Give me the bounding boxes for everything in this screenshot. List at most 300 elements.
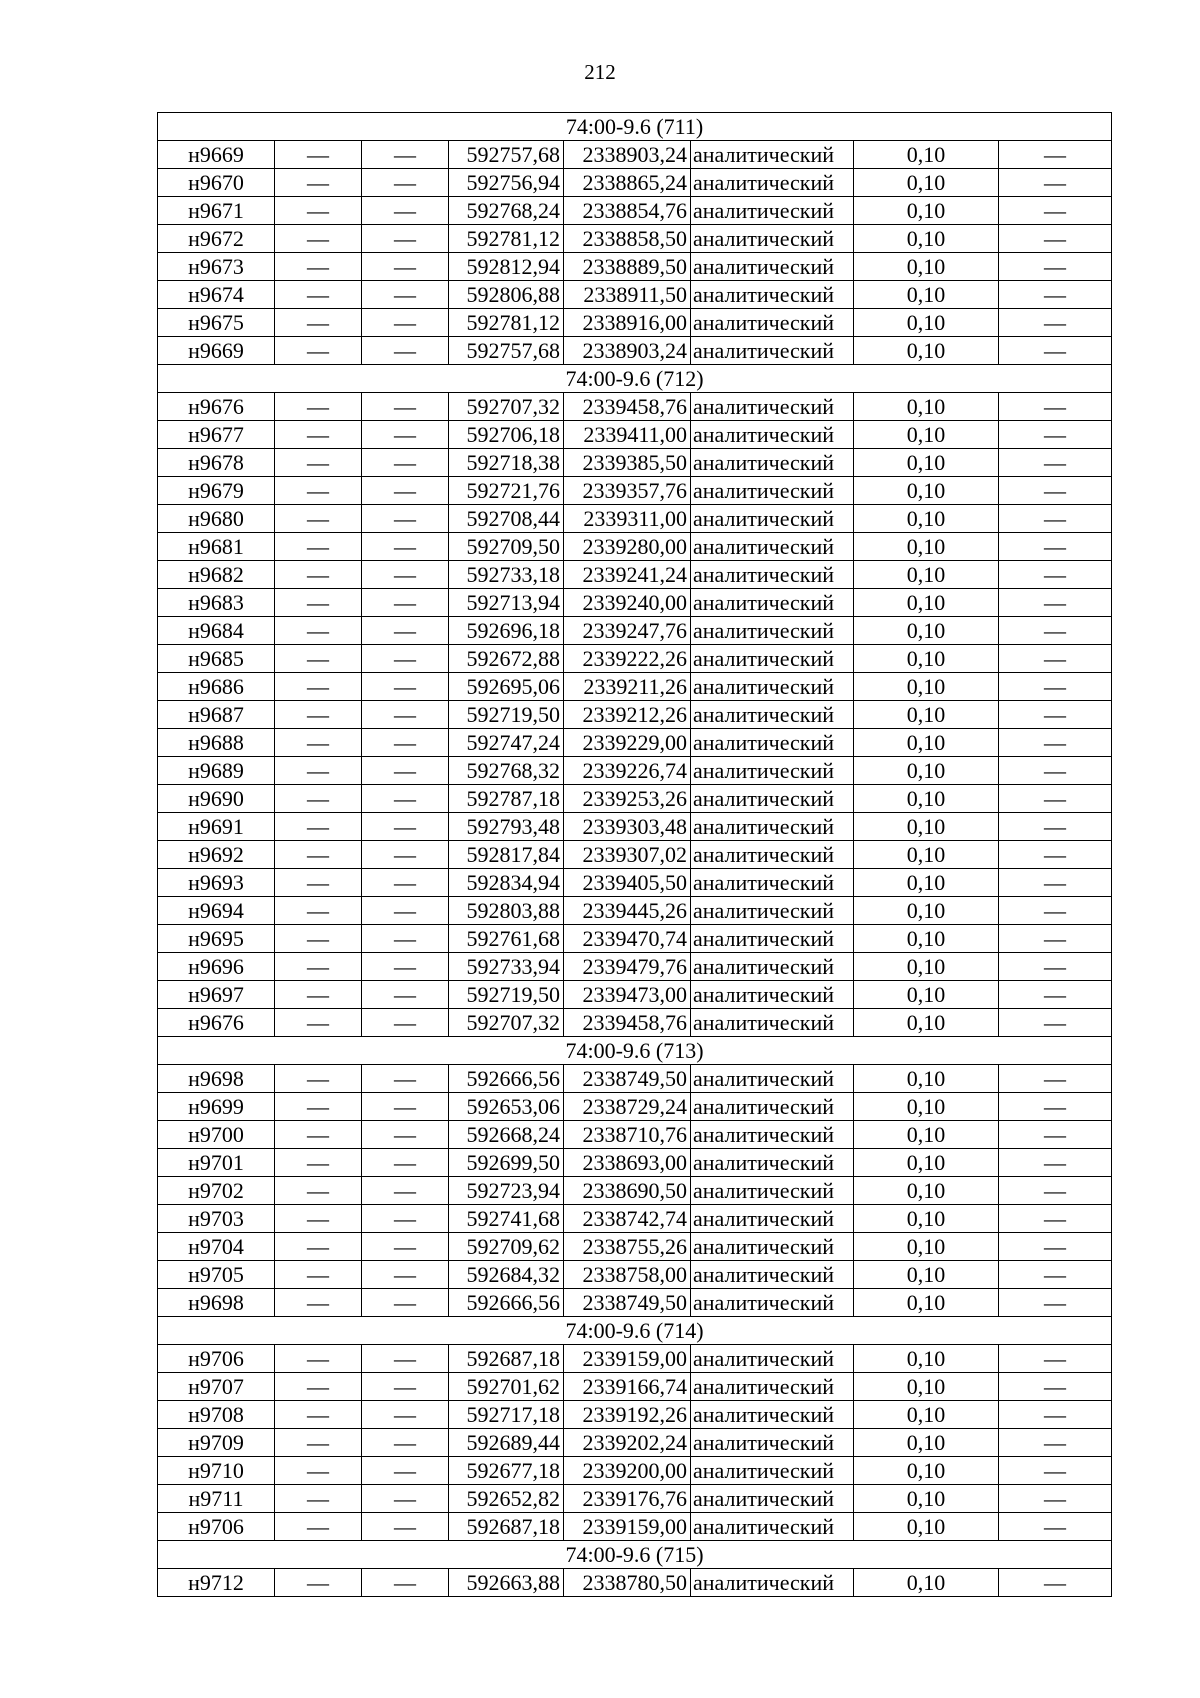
dash-cell: — [362, 1149, 449, 1177]
x-coordinate-cell: 592787,18 [449, 785, 564, 813]
dash-cell: — [999, 1401, 1112, 1429]
dash-cell: — [275, 561, 362, 589]
table-row [158, 253, 1112, 281]
section-title: 74:00-9.6 (713) [158, 1037, 1112, 1065]
point-id-cell: н9671 [158, 197, 275, 225]
accuracy-cell: 0,10 [854, 813, 999, 841]
point-id-cell: н9690 [158, 785, 275, 813]
point-id-cell: н9674 [158, 281, 275, 309]
dash-cell: — [999, 757, 1112, 785]
method-cell: аналитический [691, 281, 854, 309]
dash-cell: — [275, 1401, 362, 1429]
dash-cell: — [999, 1373, 1112, 1401]
point-id-cell: н9706 [158, 1345, 275, 1373]
x-coordinate-cell: 592812,94 [449, 253, 564, 281]
x-coordinate-cell: 592666,56 [449, 1065, 564, 1093]
method-cell: аналитический [691, 813, 854, 841]
table-row [158, 1457, 1112, 1485]
method-cell: аналитический [691, 1485, 854, 1513]
method-cell: аналитический [691, 589, 854, 617]
x-coordinate-cell: 592721,76 [449, 477, 564, 505]
accuracy-cell: 0,10 [854, 953, 999, 981]
table-row [158, 757, 1112, 785]
dash-cell: — [362, 141, 449, 169]
table-row [158, 1009, 1112, 1037]
dash-cell: — [362, 505, 449, 533]
y-coordinate-cell: 2338749,50 [564, 1065, 691, 1093]
x-coordinate-cell: 592723,94 [449, 1177, 564, 1205]
dash-cell: — [362, 841, 449, 869]
accuracy-cell: 0,10 [854, 337, 999, 365]
dash-cell: — [999, 1261, 1112, 1289]
dash-cell: — [999, 141, 1112, 169]
x-coordinate-cell: 592709,50 [449, 533, 564, 561]
x-coordinate-cell: 592695,06 [449, 673, 564, 701]
point-id-cell: н9691 [158, 813, 275, 841]
table-row [158, 561, 1112, 589]
dash-cell: — [275, 617, 362, 645]
y-coordinate-cell: 2339458,76 [564, 393, 691, 421]
point-id-cell: н9692 [158, 841, 275, 869]
method-cell: аналитический [691, 1457, 854, 1485]
dash-cell: — [362, 561, 449, 589]
y-coordinate-cell: 2338729,24 [564, 1093, 691, 1121]
table-row [158, 981, 1112, 1009]
dash-cell: — [999, 1569, 1112, 1597]
dash-cell: — [275, 1233, 362, 1261]
point-id-cell: н9694 [158, 897, 275, 925]
dash-cell: — [275, 1485, 362, 1513]
dash-cell: — [999, 953, 1112, 981]
table-row [158, 1429, 1112, 1457]
section-header-row [158, 365, 1112, 393]
y-coordinate-cell: 2338916,00 [564, 309, 691, 337]
point-id-cell: н9684 [158, 617, 275, 645]
point-id-cell: н9689 [158, 757, 275, 785]
section-header-row [158, 1317, 1112, 1345]
dash-cell: — [362, 981, 449, 1009]
dash-cell: — [275, 1289, 362, 1317]
dash-cell: — [275, 393, 362, 421]
dash-cell: — [275, 729, 362, 757]
accuracy-cell: 0,10 [854, 1149, 999, 1177]
dash-cell: — [362, 1485, 449, 1513]
accuracy-cell: 0,10 [854, 449, 999, 477]
dash-cell: — [275, 1205, 362, 1233]
y-coordinate-cell: 2339212,26 [564, 701, 691, 729]
dash-cell: — [362, 729, 449, 757]
y-coordinate-cell: 2338903,24 [564, 141, 691, 169]
dash-cell: — [362, 813, 449, 841]
x-coordinate-cell: 592668,24 [449, 1121, 564, 1149]
dash-cell: — [362, 1261, 449, 1289]
accuracy-cell: 0,10 [854, 645, 999, 673]
method-cell: аналитический [691, 309, 854, 337]
dash-cell: — [362, 197, 449, 225]
table-row [158, 1289, 1112, 1317]
y-coordinate-cell: 2339226,74 [564, 757, 691, 785]
dash-cell: — [275, 533, 362, 561]
dash-cell: — [999, 1233, 1112, 1261]
table-row [158, 673, 1112, 701]
dash-cell: — [999, 897, 1112, 925]
x-coordinate-cell: 592677,18 [449, 1457, 564, 1485]
y-coordinate-cell: 2339470,74 [564, 925, 691, 953]
dash-cell: — [999, 589, 1112, 617]
dash-cell: — [275, 225, 362, 253]
method-cell: аналитический [691, 1009, 854, 1037]
table-row [158, 337, 1112, 365]
point-id-cell: н9685 [158, 645, 275, 673]
method-cell: аналитический [691, 533, 854, 561]
dash-cell: — [999, 617, 1112, 645]
point-id-cell: н9696 [158, 953, 275, 981]
dash-cell: — [999, 869, 1112, 897]
accuracy-cell: 0,10 [854, 701, 999, 729]
point-id-cell: н9702 [158, 1177, 275, 1205]
point-id-cell: н9679 [158, 477, 275, 505]
x-coordinate-cell: 592708,44 [449, 505, 564, 533]
table-row [158, 281, 1112, 309]
table-row [158, 533, 1112, 561]
table-row [158, 1401, 1112, 1429]
section-title: 74:00-9.6 (712) [158, 365, 1112, 393]
x-coordinate-cell: 592768,32 [449, 757, 564, 785]
point-id-cell: н9695 [158, 925, 275, 953]
method-cell: аналитический [691, 421, 854, 449]
dash-cell: — [275, 1429, 362, 1457]
point-id-cell: н9707 [158, 1373, 275, 1401]
dash-cell: — [275, 897, 362, 925]
dash-cell: — [275, 1009, 362, 1037]
point-id-cell: н9698 [158, 1289, 275, 1317]
accuracy-cell: 0,10 [854, 1373, 999, 1401]
dash-cell: — [275, 645, 362, 673]
accuracy-cell: 0,10 [854, 617, 999, 645]
accuracy-cell: 0,10 [854, 1177, 999, 1205]
dash-cell: — [275, 673, 362, 701]
point-id-cell: н9678 [158, 449, 275, 477]
point-id-cell: н9710 [158, 1457, 275, 1485]
y-coordinate-cell: 2338755,26 [564, 1233, 691, 1261]
dash-cell: — [999, 785, 1112, 813]
dash-cell: — [999, 1485, 1112, 1513]
dash-cell: — [275, 421, 362, 449]
dash-cell: — [362, 1373, 449, 1401]
y-coordinate-cell: 2339303,48 [564, 813, 691, 841]
point-id-cell: н9686 [158, 673, 275, 701]
dash-cell: — [362, 477, 449, 505]
dash-cell: — [275, 337, 362, 365]
dash-cell: — [362, 533, 449, 561]
dash-cell: — [275, 477, 362, 505]
dash-cell: — [362, 1429, 449, 1457]
x-coordinate-cell: 592717,18 [449, 1401, 564, 1429]
accuracy-cell: 0,10 [854, 253, 999, 281]
dash-cell: — [999, 1177, 1112, 1205]
dash-cell: — [275, 1345, 362, 1373]
dash-cell: — [999, 337, 1112, 365]
method-cell: аналитический [691, 561, 854, 589]
y-coordinate-cell: 2338903,24 [564, 337, 691, 365]
x-coordinate-cell: 592747,24 [449, 729, 564, 757]
dash-cell: — [275, 253, 362, 281]
y-coordinate-cell: 2338780,50 [564, 1569, 691, 1597]
method-cell: аналитический [691, 785, 854, 813]
point-id-cell: н9697 [158, 981, 275, 1009]
table-row [158, 1485, 1112, 1513]
dash-cell: — [275, 1121, 362, 1149]
x-coordinate-cell: 592701,62 [449, 1373, 564, 1401]
table-row [158, 785, 1112, 813]
accuracy-cell: 0,10 [854, 1429, 999, 1457]
y-coordinate-cell: 2339445,26 [564, 897, 691, 925]
dash-cell: — [362, 393, 449, 421]
y-coordinate-cell: 2339411,00 [564, 421, 691, 449]
dash-cell: — [999, 645, 1112, 673]
table-row [158, 813, 1112, 841]
table-row [158, 1177, 1112, 1205]
dash-cell: — [999, 393, 1112, 421]
table-row [158, 1121, 1112, 1149]
y-coordinate-cell: 2339280,00 [564, 533, 691, 561]
y-coordinate-cell: 2339253,26 [564, 785, 691, 813]
dash-cell: — [275, 141, 362, 169]
dash-cell: — [275, 169, 362, 197]
dash-cell: — [362, 757, 449, 785]
accuracy-cell: 0,10 [854, 1401, 999, 1429]
dash-cell: — [999, 1205, 1112, 1233]
accuracy-cell: 0,10 [854, 1513, 999, 1541]
y-coordinate-cell: 2338865,24 [564, 169, 691, 197]
method-cell: аналитический [691, 449, 854, 477]
method-cell: аналитический [691, 1373, 854, 1401]
method-cell: аналитический [691, 141, 854, 169]
point-id-cell: н9701 [158, 1149, 275, 1177]
y-coordinate-cell: 2338911,50 [564, 281, 691, 309]
accuracy-cell: 0,10 [854, 785, 999, 813]
dash-cell: — [999, 281, 1112, 309]
method-cell: аналитический [691, 617, 854, 645]
method-cell: аналитический [691, 701, 854, 729]
dash-cell: — [999, 421, 1112, 449]
dash-cell: — [362, 701, 449, 729]
x-coordinate-cell: 592666,56 [449, 1289, 564, 1317]
y-coordinate-cell: 2338854,76 [564, 197, 691, 225]
point-id-cell: н9680 [158, 505, 275, 533]
x-coordinate-cell: 592761,68 [449, 925, 564, 953]
method-cell: аналитический [691, 1261, 854, 1289]
dash-cell: — [999, 673, 1112, 701]
table-row [158, 393, 1112, 421]
section-header-row [158, 1541, 1112, 1569]
accuracy-cell: 0,10 [854, 477, 999, 505]
table-row [158, 925, 1112, 953]
dash-cell: — [999, 701, 1112, 729]
table-row [158, 477, 1112, 505]
x-coordinate-cell: 592756,94 [449, 169, 564, 197]
dash-cell: — [275, 841, 362, 869]
y-coordinate-cell: 2339385,50 [564, 449, 691, 477]
method-cell: аналитический [691, 1121, 854, 1149]
table-row [158, 841, 1112, 869]
x-coordinate-cell: 592696,18 [449, 617, 564, 645]
dash-cell: — [275, 309, 362, 337]
y-coordinate-cell: 2339211,26 [564, 673, 691, 701]
dash-cell: — [362, 1093, 449, 1121]
point-id-cell: н9706 [158, 1513, 275, 1541]
y-coordinate-cell: 2339159,00 [564, 1345, 691, 1373]
x-coordinate-cell: 592768,24 [449, 197, 564, 225]
x-coordinate-cell: 592719,50 [449, 701, 564, 729]
dash-cell: — [362, 421, 449, 449]
method-cell: аналитический [691, 337, 854, 365]
point-id-cell: н9672 [158, 225, 275, 253]
method-cell: аналитический [691, 897, 854, 925]
dash-cell: — [275, 1149, 362, 1177]
dash-cell: — [362, 1345, 449, 1373]
table-row [158, 617, 1112, 645]
method-cell: аналитический [691, 1569, 854, 1597]
table-row [158, 197, 1112, 225]
table-row [158, 421, 1112, 449]
dash-cell: — [999, 841, 1112, 869]
method-cell: аналитический [691, 1205, 854, 1233]
x-coordinate-cell: 592687,18 [449, 1513, 564, 1541]
dash-cell: — [362, 953, 449, 981]
table-row [158, 1513, 1112, 1541]
y-coordinate-cell: 2339222,26 [564, 645, 691, 673]
accuracy-cell: 0,10 [854, 281, 999, 309]
table-row [158, 505, 1112, 533]
dash-cell: — [362, 1233, 449, 1261]
accuracy-cell: 0,10 [854, 393, 999, 421]
y-coordinate-cell: 2339240,00 [564, 589, 691, 617]
point-id-cell: н9687 [158, 701, 275, 729]
dash-cell: — [999, 169, 1112, 197]
accuracy-cell: 0,10 [854, 673, 999, 701]
x-coordinate-cell: 592652,82 [449, 1485, 564, 1513]
accuracy-cell: 0,10 [854, 533, 999, 561]
dash-cell: — [275, 1373, 362, 1401]
method-cell: аналитический [691, 841, 854, 869]
dash-cell: — [999, 309, 1112, 337]
accuracy-cell: 0,10 [854, 1205, 999, 1233]
dash-cell: — [999, 1093, 1112, 1121]
dash-cell: — [362, 169, 449, 197]
point-id-cell: н9698 [158, 1065, 275, 1093]
dash-cell: — [275, 1065, 362, 1093]
dash-cell: — [362, 869, 449, 897]
accuracy-cell: 0,10 [854, 1093, 999, 1121]
dash-cell: — [999, 561, 1112, 589]
x-coordinate-cell: 592706,18 [449, 421, 564, 449]
point-id-cell: н9675 [158, 309, 275, 337]
dash-cell: — [999, 1009, 1112, 1037]
section-header-row [158, 1037, 1112, 1065]
y-coordinate-cell: 2339479,76 [564, 953, 691, 981]
dash-cell: — [362, 1457, 449, 1485]
point-id-cell: н9711 [158, 1485, 275, 1513]
accuracy-cell: 0,10 [854, 225, 999, 253]
dash-cell: — [362, 785, 449, 813]
dash-cell: — [999, 1121, 1112, 1149]
table-row [158, 1569, 1112, 1597]
accuracy-cell: 0,10 [854, 1261, 999, 1289]
dash-cell: — [362, 673, 449, 701]
table-row [158, 169, 1112, 197]
point-id-cell: н9682 [158, 561, 275, 589]
table-row [158, 953, 1112, 981]
dash-cell: — [999, 533, 1112, 561]
x-coordinate-cell: 592834,94 [449, 869, 564, 897]
dash-cell: — [275, 1261, 362, 1289]
x-coordinate-cell: 592699,50 [449, 1149, 564, 1177]
method-cell: аналитический [691, 253, 854, 281]
method-cell: аналитический [691, 925, 854, 953]
point-id-cell: н9670 [158, 169, 275, 197]
dash-cell: — [362, 1205, 449, 1233]
accuracy-cell: 0,10 [854, 981, 999, 1009]
table-row [158, 1233, 1112, 1261]
dash-cell: — [999, 477, 1112, 505]
x-coordinate-cell: 592781,12 [449, 225, 564, 253]
point-id-cell: н9693 [158, 869, 275, 897]
dash-cell: — [362, 1401, 449, 1429]
table-row [158, 1065, 1112, 1093]
point-id-cell: н9681 [158, 533, 275, 561]
x-coordinate-cell: 592757,68 [449, 141, 564, 169]
dash-cell: — [999, 505, 1112, 533]
point-id-cell: н9708 [158, 1401, 275, 1429]
dash-cell: — [275, 757, 362, 785]
dash-cell: — [275, 197, 362, 225]
dash-cell: — [275, 1177, 362, 1205]
y-coordinate-cell: 2339192,26 [564, 1401, 691, 1429]
dash-cell: — [999, 1429, 1112, 1457]
method-cell: аналитический [691, 729, 854, 757]
dash-cell: — [999, 981, 1112, 1009]
y-coordinate-cell: 2339202,24 [564, 1429, 691, 1457]
x-coordinate-cell: 592719,50 [449, 981, 564, 1009]
point-id-cell: н9700 [158, 1121, 275, 1149]
x-coordinate-cell: 592687,18 [449, 1345, 564, 1373]
point-id-cell: н9676 [158, 393, 275, 421]
dash-cell: — [999, 813, 1112, 841]
table-row [158, 1093, 1112, 1121]
method-cell: аналитический [691, 1513, 854, 1541]
table-row [158, 897, 1112, 925]
accuracy-cell: 0,10 [854, 141, 999, 169]
y-coordinate-cell: 2339247,76 [564, 617, 691, 645]
accuracy-cell: 0,10 [854, 757, 999, 785]
point-id-cell: н9669 [158, 337, 275, 365]
x-coordinate-cell: 592733,18 [449, 561, 564, 589]
dash-cell: — [275, 449, 362, 477]
dash-cell: — [999, 1065, 1112, 1093]
dash-cell: — [999, 1513, 1112, 1541]
x-coordinate-cell: 592817,84 [449, 841, 564, 869]
accuracy-cell: 0,10 [854, 925, 999, 953]
accuracy-cell: 0,10 [854, 169, 999, 197]
y-coordinate-cell: 2339200,00 [564, 1457, 691, 1485]
method-cell: аналитический [691, 393, 854, 421]
dash-cell: — [275, 785, 362, 813]
table-row [158, 701, 1112, 729]
x-coordinate-cell: 592793,48 [449, 813, 564, 841]
table-row [158, 589, 1112, 617]
method-cell: аналитический [691, 1401, 854, 1429]
